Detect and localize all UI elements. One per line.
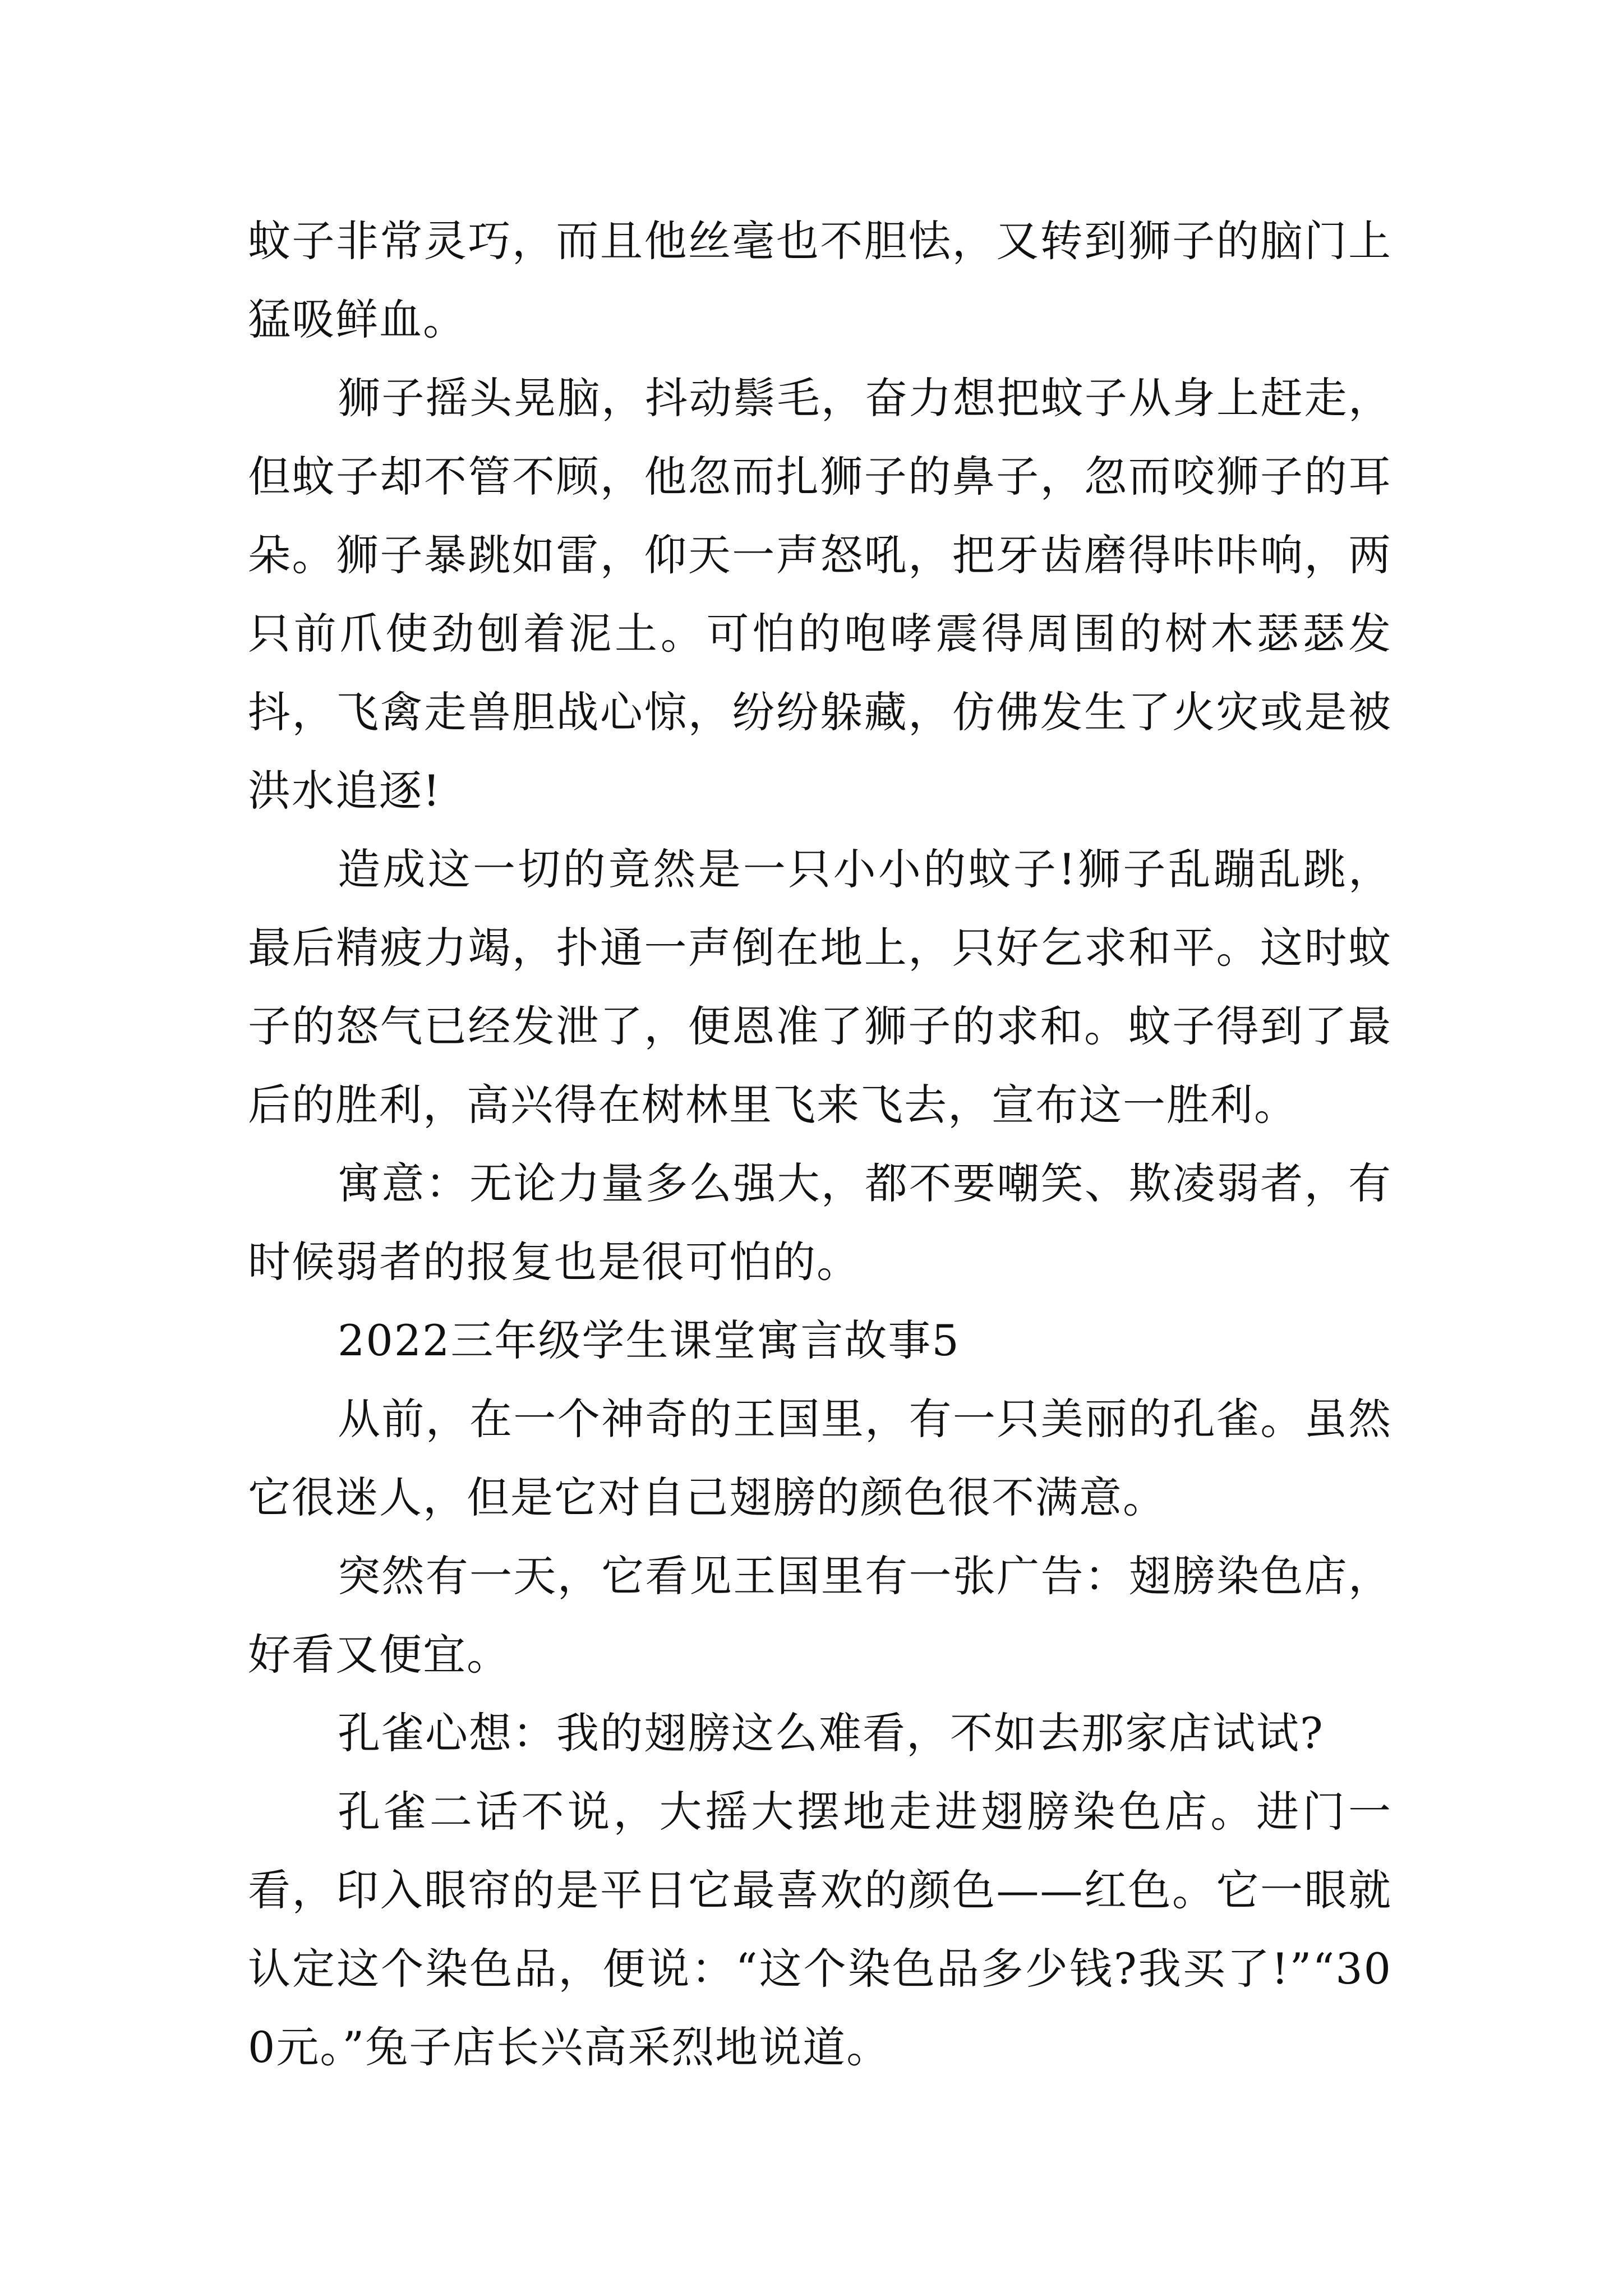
paragraph-dye-shop: 孔雀二话不说，大摇大摆地走进翅膀染色店。进门一看，印入眼帘的是平日它最喜欢的颜色——红色。它一眼就认定这个染色品，便说：“这个染色品多少钱?我买了!”“300元。”兔子店长兴高采烈地说道。 [248,1787,1392,2072]
paragraph-moral: 寓意：无论力量多么强大，都不要嘲笑、欺凌弱者，有时候弱者的报复也是很可怕的。 [248,1158,1392,1287]
paragraph-peacock-intro: 从前，在一个神奇的王国里，有一只美丽的孔雀。虽然它很迷人，但是它对自己翅膀的颜色很不满意。 [248,1394,1392,1522]
document-body [248,202,1392,2087]
story-heading: 2022三年级学生课堂寓言故事5 [338,1315,960,1365]
paragraph-mosquito-victory: 造成这一切的竟然是一只小小的蚊子!狮子乱蹦乱跳，最后精疲力竭，扑通一声倒在地上，只好乞求和平。这时蚊子的怒气已经发泄了，便恩准了狮子的求和。蚊子得到了最后的胜利，高兴得在树林里飞来飞去，宣布这一胜利。 [248,844,1392,1130]
paragraph-mosquito-brave: 蚊子非常灵巧，而且他丝毫也不胆怯，又转到狮子的脑门上猛吸鲜血。 [248,216,1392,344]
paragraph-advertisement: 突然有一天，它看见王国里有一张广告：翅膀染色店，好看又便宜。 [248,1551,1392,1680]
paragraph-lion-rage: 狮子摇头晃脑，抖动鬃毛，奋力想把蚊子从身上赶走，但蚊子却不管不顾，他忽而扎狮子的鼻子，忽而咬狮子的耳朵。狮子暴跳如雷，仰天一声怒吼，把牙齿磨得咔咔响，两只前爪使劲刨着泥土。可怕的咆哮震得周围的树木瑟瑟发抖，飞禽走兽胆战心惊，纷纷躲藏，仿佛发生了火灾或是被洪水追逐! [248,373,1392,816]
paragraph-peacock-thought: 孔雀心想：我的翅膀这么难看，不如去那家店试试? [338,1708,1324,1758]
